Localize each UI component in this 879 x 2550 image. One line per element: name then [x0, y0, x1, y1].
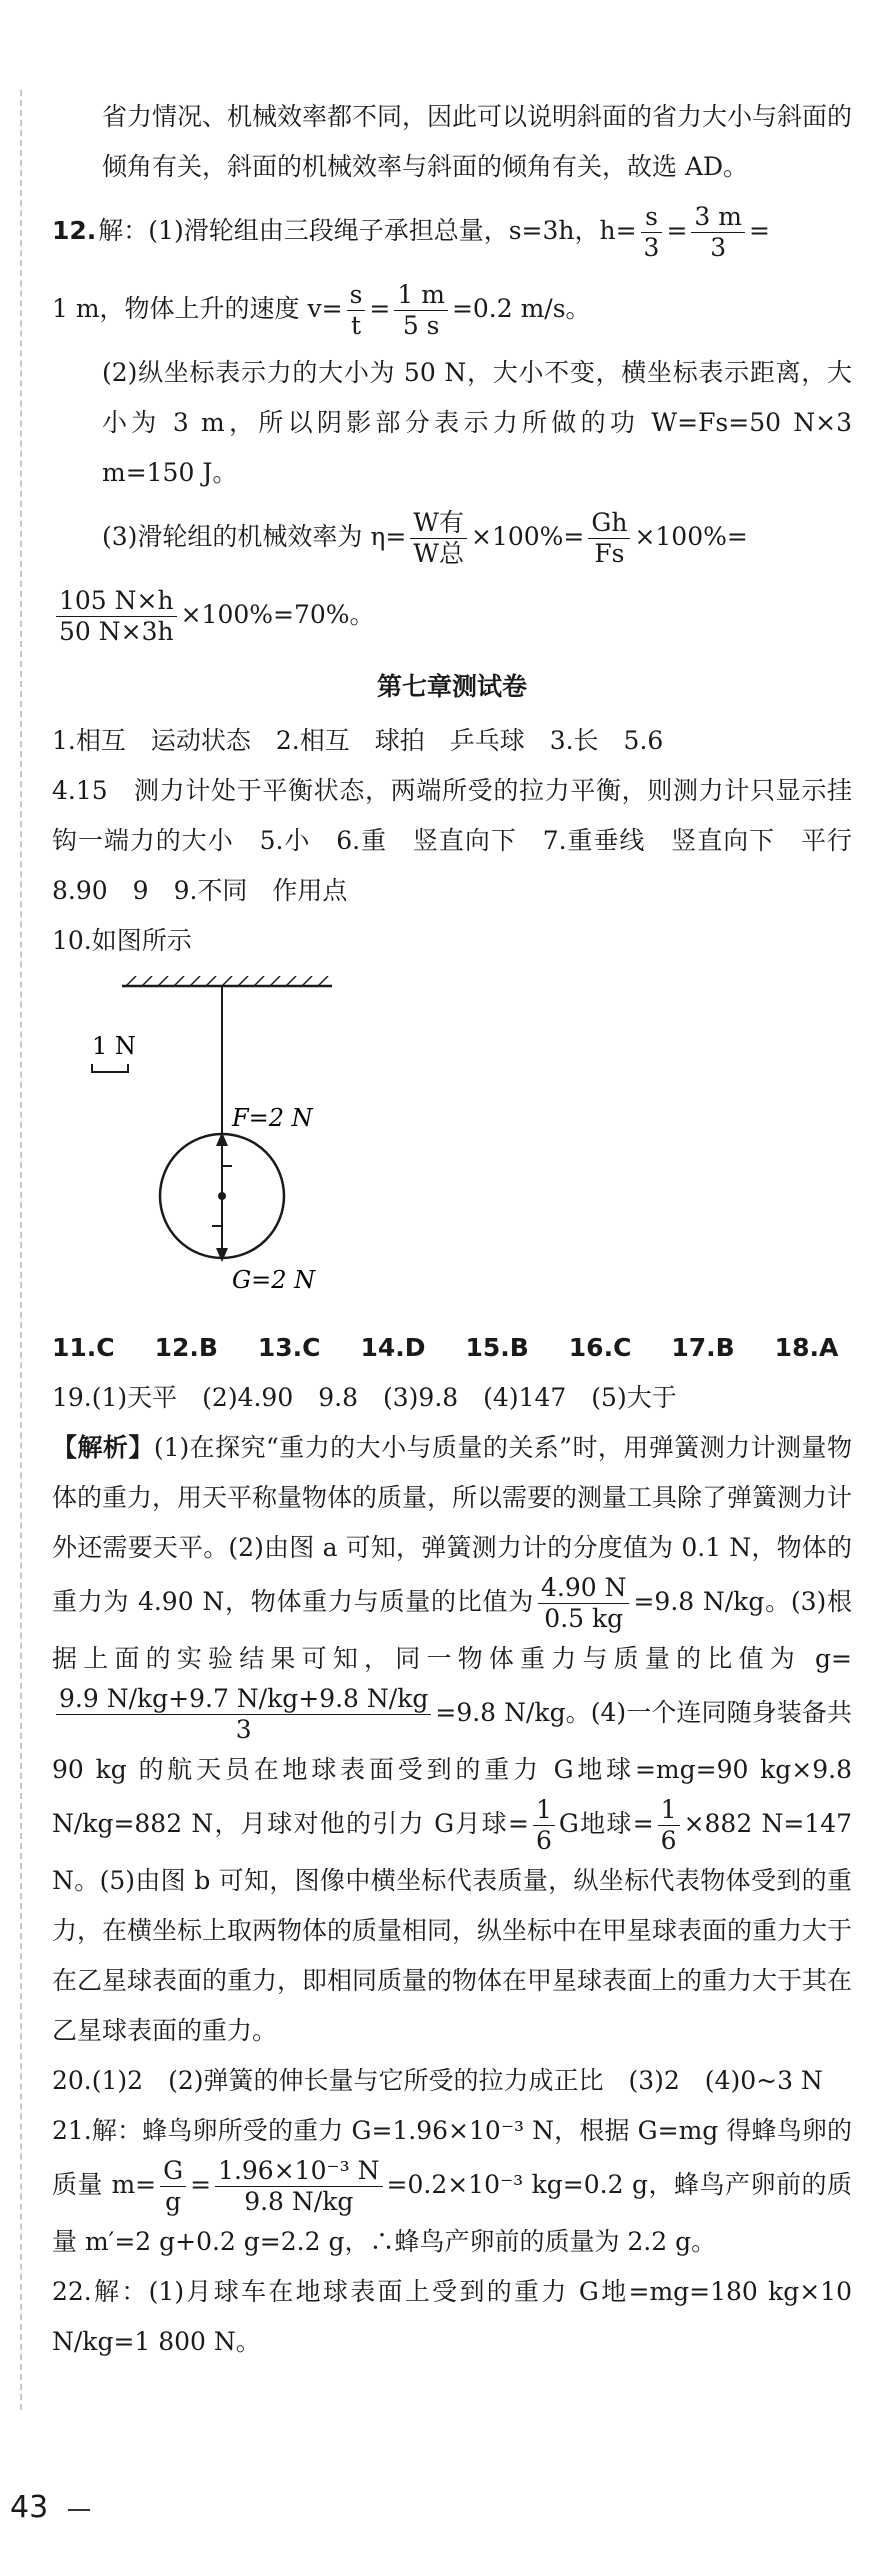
fraction-efficiency — [56, 586, 177, 647]
q12-text-1-end: = — [748, 216, 770, 245]
q12-text-4-end: ×100%=70%。 — [180, 600, 375, 629]
answers-4-9: 4.15 测力计处于平衡状态，两端所受的拉力平衡，则测力计只显示挂钩一端力的大小 5.小 6.重 竖直向下 7.重垂线 竖直向下 平行 8.90 9 9.不同 作用点 — [52, 776, 878, 905]
q12-text-1: 解：(1)滑轮组由三段绳子承担总量，s=3h，h= — [98, 216, 637, 245]
q12-part-2: (2)纵坐标表示力的大小为 50 N，大小不变，横坐标表示距离，大小为 3 m，所以阴影部分表示力所做的功 W=Fs=50 N×3 m=150 J。 — [102, 358, 852, 487]
frac-num: 3 m — [691, 202, 745, 233]
q12-line-2: 1 m，物体上升的速度 v= $\frac{s}{t}$ = $\frac{1 m}{5 s}$ =0.2 m/s。 — [52, 280, 591, 340]
frac-num: s — [641, 202, 663, 233]
frac-num: G — [160, 2156, 186, 2187]
question-10: 10.如图所示 — [52, 926, 192, 955]
frac-den: g — [165, 2187, 182, 2216]
frac-num: 1.96×10⁻³ N — [215, 2156, 382, 2187]
q19-text-b: =9.8 N/kg。(3)根据上面的实验结果可知，同一物体重力与质量的比值为 g= — [52, 1587, 853, 1673]
multiple-choice-answers — [52, 1323, 852, 1373]
frac-num: Gh — [588, 508, 630, 539]
analysis-tag: 【解析】 — [52, 1433, 154, 1462]
question-19 — [52, 1373, 852, 2056]
fraction-3m-over-3 — [691, 202, 745, 263]
question-20: 20.(1)2 (2)弹簧的伸长量与它所受的拉力成正比 (3)2 (4)0~3 N — [52, 2066, 823, 2095]
force-diagram — [82, 976, 402, 1306]
answers-1-3: 1.相互 运动状态 2.相互 球拍 乒乓球 3.长 5.6 — [52, 726, 664, 755]
mc-answer: 14.D — [360, 1333, 426, 1362]
frac-den: W总 — [413, 539, 464, 568]
frac-num: 9.9 N/kg+9.7 N/kg+9.8 N/kg — [56, 1684, 431, 1715]
q12-part-3 — [52, 498, 852, 576]
q12-line-1 — [52, 192, 852, 270]
q19-text-c: =9.8 N/kg。(4)一个连同随身装备共 90 kg 的航天员在地球表面受到的重力 G地球=mg=90 kg×9.8 N/kg=882 N，月球对他的引力 G月球= — [52, 1698, 852, 1838]
q19-answers: 19.(1)天平 (2)4.90 9.8 (3)9.8 (4)147 (5)大于 — [52, 1383, 677, 1412]
frac-den: 0.5 kg — [544, 1604, 624, 1633]
frac-num: 1 — [658, 1795, 680, 1826]
paragraph-incline-conclusion: 省力情况、机械效率都不同，因此可以说明斜面的省力大小与斜面的倾角有关，斜面的机械效率与斜面的倾角有关，故选 AD。 — [102, 102, 853, 181]
q12-text-2-end: =0.2 m/s。 — [451, 294, 591, 323]
fraction-gh-over-fs — [588, 508, 630, 569]
q12-text-3-mid: ×100%= — [471, 522, 585, 551]
tension-label: F=2 N — [232, 1104, 313, 1132]
mc-answer: 18.A — [774, 1333, 839, 1362]
q19-analysis — [52, 1423, 852, 2056]
q12-text-3: (3)滑轮组的机械效率为 η= — [102, 522, 407, 551]
question-22: 22.解：(1)月球车在地球表面上受到的重力 G地=mg=180 kg×10 N/kg=1 800 N。 — [52, 2277, 852, 2356]
frac-den: 3 — [710, 233, 727, 262]
q12-line-4 — [52, 576, 852, 654]
answer-content — [52, 92, 878, 2367]
fraction-s-over-3 — [641, 202, 663, 263]
ceiling-hatching — [126, 976, 328, 986]
fraction-1m-over-5s — [394, 280, 448, 341]
fraction-g-over-m — [538, 1573, 630, 1634]
q19-text-a: (1)在探究“重力的大小与质量的关系”时，用弹簧测力计测量物体的重力，用天平称量物体的质量，所以需要的测量工具除了弹簧测力计外还需要天平。(2)由图 a 可知，弹簧测力计的分度值为 0.1 N，物体的重力为 4.90 N，物体重力与质量的比值为 — [52, 1433, 853, 1616]
frac-num: 1 — [533, 1795, 555, 1826]
frac-den: 6 — [535, 1826, 552, 1855]
gravity-label: G=2 N — [232, 1266, 316, 1294]
fraction-s-over-t — [347, 280, 366, 341]
q12-number: 12. — [52, 216, 97, 245]
mc-answer: 11.C — [52, 1333, 115, 1362]
frac-den: 3 — [235, 1715, 252, 1744]
binding-margin-line — [20, 90, 22, 2410]
fraction-one-sixth-b — [658, 1795, 680, 1856]
question-12 — [52, 192, 852, 654]
frac-den: t — [350, 311, 362, 340]
section-title: 第七章测试卷 — [376, 672, 527, 701]
frac-den: 50 N×3h — [59, 617, 174, 646]
q12-text-3-end: ×100%= — [634, 522, 748, 551]
q21-text-a: 21.解：蜂鸟卵所受的重力 G=1.96×10⁻³ N，根据 G=mg 得蜂鸟卵的质量 m= — [52, 2116, 852, 2199]
mc-answer: 12.B — [154, 1333, 218, 1362]
frac-den: 9.8 N/kg — [244, 2187, 354, 2216]
scale-label: 1 N — [92, 1032, 136, 1060]
q21-text-b: =0.2×10⁻³ kg=0.2 g，蜂鸟产卵前的质量 m′=2 g+0.2 g=2.2 g，∴蜂鸟产卵前的质量为 2.2 g。 — [52, 2170, 852, 2256]
mc-answer: 17.B — [671, 1333, 735, 1362]
frac-den: 5 s — [402, 311, 440, 340]
equals: = — [190, 2170, 212, 2199]
frac-den: Fs — [594, 539, 625, 568]
mc-answer: 16.C — [568, 1333, 632, 1362]
frac-num: 1 m — [394, 280, 448, 311]
equals: = — [666, 216, 688, 245]
scale-bar — [92, 1064, 128, 1072]
q19-text-d: G地球= — [558, 1809, 654, 1838]
fraction-work-ratio — [410, 508, 467, 569]
frac-num: W有 — [410, 508, 467, 539]
mc-answer: 15.B — [465, 1333, 529, 1362]
fraction-egg-mass — [215, 2156, 382, 2217]
q12-text-2: 1 m，物体上升的速度 v= — [52, 294, 343, 323]
q19-text-e: ×882 N=147 N。(5)由图 b 可知，图像中横坐标代表质量，纵坐标代表物体受到的重力，在横坐标上取两物体的质量相同，纵坐标中在甲星球表面的重力大于在乙星球表面的重力，即相同质量的物体在甲星球表面上的重力大于其在乙星球表面的重力。 — [52, 1809, 853, 2045]
frac-den: 6 — [660, 1826, 677, 1855]
fraction-one-sixth — [533, 1795, 555, 1856]
question-21 — [52, 2106, 852, 2267]
gravity-arrowhead — [216, 1248, 228, 1262]
frac-num: s — [347, 280, 366, 311]
fraction-g-over-g — [160, 2156, 186, 2217]
page-number: 43 — [10, 2490, 49, 2525]
frac-num: 105 N×h — [56, 586, 177, 617]
fraction-average-g — [56, 1684, 431, 1745]
mc-answer: 13.C — [257, 1333, 321, 1362]
page-number-dash — [68, 2509, 90, 2511]
frac-num: 4.90 N — [538, 1573, 630, 1604]
frac-den: 3 — [643, 233, 660, 262]
